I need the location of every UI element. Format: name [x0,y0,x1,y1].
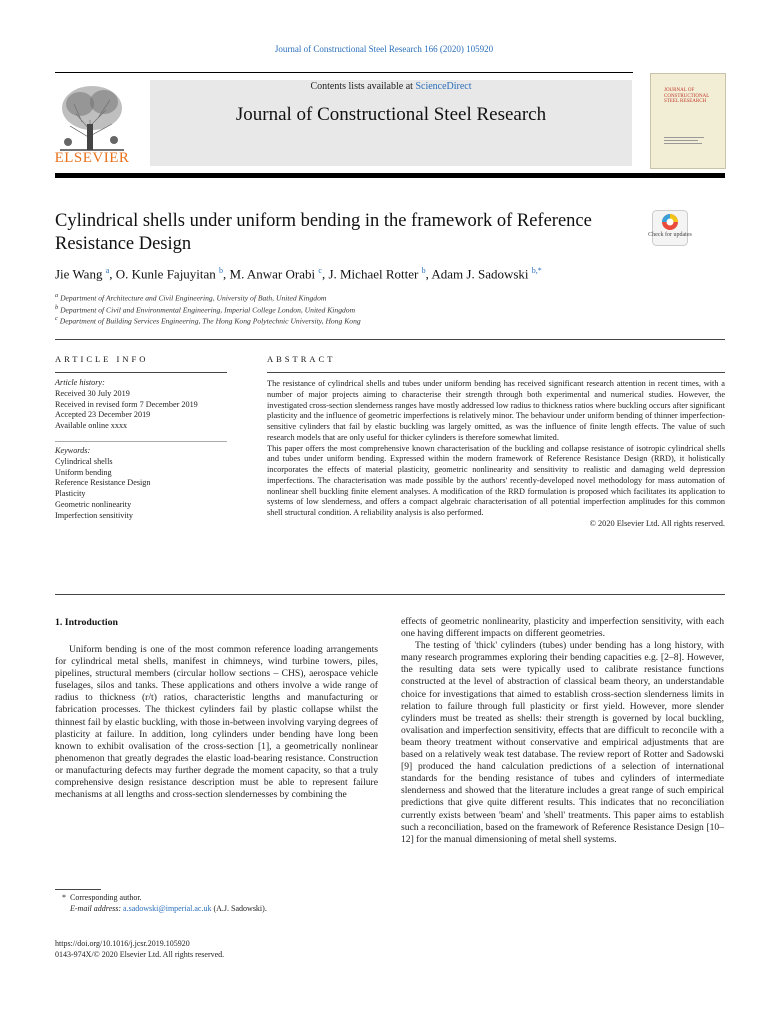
cover-decoration [664,135,714,146]
section-heading: 1. Introduction [55,617,118,628]
doi-link[interactable]: https://doi.org/10.1016/j.jcsr.2019.105920 [55,939,190,948]
author: Adam J. Sadowski [431,266,529,282]
author: J. Michael Rotter [328,266,419,282]
journal-title: Journal of Constructional Steel Research [235,104,547,125]
body-rule [55,594,725,595]
abstract-copyright: © 2020 Elsevier Ltd. All rights reserved. [589,518,725,528]
keywords: Keywords: Cylindrical shells Uniform bending Reference Resistance Design Plasticity Geometric nonlinearity Imperfection sensitivity [55,446,235,522]
keyword: Plasticity [55,489,86,499]
check-for-updates-label: Check for updates [648,232,692,238]
article-info-heading: ARTICLE INFO [55,354,149,364]
author-affil-mark[interactable]: b [219,266,224,275]
journal-citation-link[interactable]: Journal of Constructional Steel Research 166 (2020) 105920 [274,44,494,54]
corresponding-author-note: Corresponding author. [70,893,142,902]
article-title: Cylindrical shells under uniform bending in the framework of Reference Resistance Design [55,211,592,254]
body-paragraph: Uniform bending is one of the most common reference loading arrangements for cylindrical metal shells, manifest in chimneys, wind turbine towers, piles, pipelines, structural members (circular hollow sections – CHS), aerospace vehicle fuselages, silos and tanks. These applications and others involve a wide range of radius to thickness (r/t) ratios, characteristic lengths and manufacturing or fabrication processes. The thickest cylinders fail by plastic collapse whilst the thinnest fail by elastic buckling, with those in-between involving varying degrees of plasticity at failure. In addition, long cylinders under bending have long been known to exhibit ovalisation of the cross-section [1], a geometrically nonlinear phenomenon that greatly degrades the elastic load-bearing resistance. Construction or manufacturing defects may further degrade the moment capacity, so that a truly comprehensive design resistance description must be able to represent failure mechanisms at all lengths and cross-section slendernesses by combining the [55,644,378,801]
abstract-paragraph: The resistance of cylindrical shells and tubes under uniform bending has received significant research attention in recent times, with a number of major projects aiming to characterise their strength through both experimental and numerical studies. However, the investigated cross-section slenderness ranges have mostly addressed low radius to thickness ratios where buckling occurs after significant plasticity and the influence of geometric imperfections is relatively minor. The behaviour under uniform bending of thinner imperfection-sensitive cylinders that fail by elastic buckling was largely omitted, as was the influence of finite length effects. The value of such research models that are only useful for thicker cylinders is therefore somewhat limited. [267,379,725,442]
article-info-rule [55,372,227,373]
elsevier-wordmark: ELSEVIER [54,150,130,166]
body-paragraph: The testing of 'thick' cylinders (tubes) under bending has a long history, with many research programmes exploring their bending capacities e.g. [2–8]. However, the resulting data sets were typically used to calibrate resistance functions constructed at the level of abstraction of classical beam theory, an understandable choice for investigations that aimed to establish cross-section slenderness limits in relation to failure through full plasticity or first yield. However, more slender cylinders must be treated as shells: their strength is governed by local buckling, ovalisation and imperfection sensitivity, effects that are difficult to reconcile with a beam theory treatment without conservative and empirical adjustments that are based on a relatively weak test database. The review report of Rotter and Sadowski [9] produced the hand calculation predictions of a selection of international standards for the bending resistance of tubes and cylinders of intermediate slenderness and showed that the literature includes a great range of such empirical predictions that give quite different results. This indicates that no reconciliation currently exists between 'beam' and 'shell' treatments. This paper aims to establish such a reconciliation, based on the framework of Reference Resistance Design [10–12] for the manual dimensioning of metal shell systems. [401,640,724,845]
affiliation: $^c$ Department of Building Services Engineering, The Hong Kong Polytechnic University, Hong Kong [55,315,361,326]
history-item: Accepted 23 December 2019 [55,410,151,420]
footnote-rule [55,889,101,890]
keyword: Cylindrical shells [55,456,113,466]
history-item: Received in revised form 7 December 2019 [55,399,198,409]
affiliation: $^b$ Department of Civil and Environmental Engineering, Imperial College London, United Kingdom [55,304,356,315]
author: M. Anwar Orabi [229,266,316,282]
body-column-right [401,616,724,846]
contents-line [150,81,632,92]
cover-title: JOURNAL OF CONSTRUCTIONAL STEEL RESEARCH [664,88,710,104]
title-rule [55,339,725,340]
author-affil-mark[interactable]: b [421,266,426,275]
abstract-paragraph: This paper offers the most comprehensive known characterisation of the buckling and collapse resistance of isotropic cylindrical shells and tubes under uniform bending. Expressed within the modern framework of Reference Resistance Design (RRD), it holistically incorporates the effects of material plasticity, geometric nonlinearity and sensitivity to realistic and damaging weld depression imperfections. The characterisation was made possible by the authors' recently-developed novel methodology for mass automation of nonlinear shell buckling finite element analyses. A modification of the RRD formulation is proposed which facilitates its application to systems of low slenderness, and offers a compact algebraic characterisation of all potential imperfection amplitudes for this common shell structural condition. A reliability analysis is also performed. [267,443,725,517]
footnote: * Corresponding author. E-mail address: a.sadowski@imperial.ac.uk (A.J. Sadowski). [62,893,267,913]
history-item: Available online xxxx [55,421,128,431]
issn-line: 0143-974X/© 2020 Elsevier Ltd. All rights reserved. [55,950,225,959]
header-thick-rule [55,173,725,178]
abstract-heading: ABSTRACT [267,354,336,364]
keywords-rule [55,441,227,442]
abstract-rule [267,372,725,373]
check-for-updates-icon[interactable] [652,210,688,246]
affiliation: $^a$ Department of Architecture and Civil Engineering, University of Bath, United Kingdom [55,292,327,303]
author: Jie Wang [55,266,103,282]
contents-prefix: Contents lists available at [310,81,416,92]
author-list: Jie Wang $^a$, O. Kunle Fajuyitan $^b$, M. Anwar Orabi $^c$, J. Michael Rotter $^b$, Adam J. Sadowski $^{b,*}$ [55,266,542,282]
keyword: Reference Resistance Design [55,478,151,488]
email-link[interactable]: a.sadowski@imperial.ac.uk [123,903,212,913]
sciencedirect-link[interactable]: ScienceDirect [415,81,472,92]
author-affil-mark[interactable]: c [318,266,322,275]
article-history: Article history: Received 30 July 2019 Received in revised form 7 December 2019 Accepted 23 December 2019 Available online xxxx [55,378,235,432]
header-rule [55,72,633,73]
abstract-body [267,379,725,530]
history-item: Received 30 July 2019 [55,388,130,398]
author-affil-mark[interactable]: b,* [531,266,542,275]
author: O. Kunle Fajuyitan [115,266,216,282]
keyword: Imperfection sensitivity [55,510,133,520]
author-affil-mark[interactable]: a [105,266,110,275]
body-paragraph: effects of geometric nonlinearity, plasticity and imperfection sensitivity, with each one having different impacts on different geometries. [401,616,724,640]
keyword: Geometric nonlinearity [55,499,132,509]
keyword: Uniform bending [55,467,112,477]
